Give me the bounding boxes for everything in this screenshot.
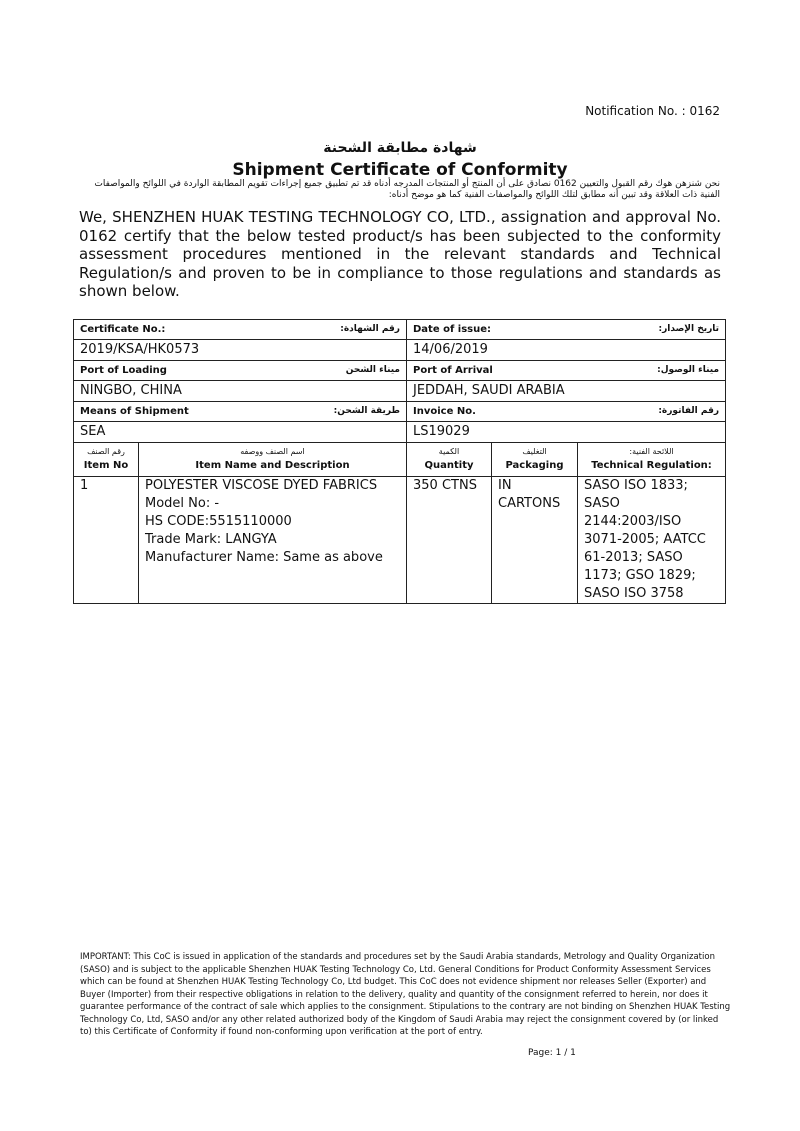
important-notice: IMPORTANT: This CoC is issued in application of the standards and procedures set by the Saudi Arabia standards, Metrology and Quality Organization (SASO) and is subject to the applicable Shenzhen HUAK Testing Technology Co, Ltd. General Conditions for Product Conformity Assessment Services which can be found at Shenzhen HUAK Testing Technology Co, Ltd budget. This CoC does not evidence shipment nor releases Seller (Exporter) and Buyer (Importer) from their respective obligations in relation to the delivery, quality and quantity of the consignment referred to herein, nor does it guarantee performance of the contract of sale which applies to the consignment. Stipulations to the contrary are not binding on Shenzhen HUAK Testing Technology Co, Ltd, SASO and/or any other related authorized body of the Kingdom of Saudi Arabia may reject the consignment covered by (or linked to) this Certificate of Conformity if found non-conforming upon verification at the port of entry. [80,952,731,1037]
column-header-item-no [74,443,139,477]
certificate-table [73,319,726,604]
column-header-en: Item No [83,460,129,471]
means-of-shipment-value: SEA [80,424,106,439]
column-header-en: Item Name and Description [195,460,350,471]
date-of-issue-value: 14/06/2019 [413,342,488,357]
column-header-quantity [407,443,492,477]
port-of-loading-label: Port of Loading [80,365,167,376]
date-of-issue-label-cell [407,320,726,340]
certificate-no-value: 2019/KSA/HK0573 [80,342,200,357]
item-packaging: IN CARTONS [492,477,578,604]
item-model: Model No: - [145,496,220,511]
invoice-no-label-ar: رقم الفاتورة: [658,406,720,416]
intro-arabic: نحن شنزهن هوك رقم القبول والتعيين 0162 نصادق على أن المنتج أو المنتجات المدرجه أدناه قد تم تطبيق جميع إجراءات تقويم المطابقة الواردة في اللوائح والمواصفات الفنية ذات العلاقة وقد تبين أنه مطابق لتلك اللوائح والمواصفات الفنية كما هو موضح أدناه: [94,179,720,200]
column-header-ar: اللائحة الفنية: [629,447,674,456]
column-header-ar: الكمية [438,447,460,456]
page-number: Page: 1 / 1 [528,1048,576,1058]
column-header-technical-regulation [578,443,726,477]
port-of-loading-label-cell [74,361,407,381]
means-of-shipment-label: Means of Shipment [80,406,189,417]
column-header-item-name [139,443,407,477]
item-technical-regulation: SASO ISO 1833; SASO 2144:2003/ISO 3071-2005; AATCC 61-2013; SASO 1173; GSO 1829; SASO ISO 3758 [578,477,726,604]
label-row-1 [74,320,726,340]
item-no: 1 [74,477,139,604]
means-of-shipment-value-cell [74,422,407,443]
label-row-2 [74,361,726,381]
item-trade-mark: Trade Mark: LANGYA [145,532,277,547]
column-header-row [74,443,726,477]
port-of-arrival-label-ar: ميناء الوصول: [657,365,720,375]
page-title: Shipment Certificate of Conformity [232,160,568,180]
table-row [74,477,726,604]
item-manufacturer: Manufacturer Name: Same as above [145,550,383,565]
means-of-shipment-label-cell [74,402,407,422]
invoice-no-label-cell [407,402,726,422]
port-of-arrival-value: JEDDAH, SAUDI ARABIA [413,383,565,398]
column-header-ar: اسم الصنف ووصفه [240,447,305,456]
item-description [139,477,407,604]
certificate-no-label-ar: رقم الشهادة: [340,324,400,334]
port-of-arrival-value-cell [407,381,726,402]
value-row-1 [74,340,726,361]
column-header-ar: التغليف [522,447,547,456]
column-header-en: Technical Regulation: [591,460,712,471]
intro-english: We, SHENZHEN HUAK TESTING TECHNOLOGY CO, LTD., assignation and approval No. 0162 certify that the below tested product/s has been subjected to the conformity assessment procedures mentioned in the relevant standards and Technical Regulation/s and proven to be in compliance to those regulations and standards as shown below. [79,208,721,300]
item-hs-code: HS CODE:5515110000 [145,514,292,529]
title-arabic: شهادة مطابقة الشحنة [323,140,477,156]
certificate-no-label: Certificate No.: [80,324,166,335]
date-of-issue-label: Date of issue: [413,324,492,335]
date-of-issue-label-ar: تاريخ الإصدار: [658,324,720,334]
column-header-packaging [492,443,578,477]
port-of-arrival-label-cell [407,361,726,381]
port-of-loading-value-cell [74,381,407,402]
notification-number: Notification No. : 0162 [585,104,720,118]
invoice-no-label: Invoice No. [413,406,476,417]
item-name: POLYESTER VISCOSE DYED FABRICS [145,478,378,493]
value-row-2 [74,381,726,402]
column-header-en: Packaging [505,460,564,471]
port-of-arrival-label: Port of Arrival [413,365,493,376]
invoice-no-value-cell [407,422,726,443]
item-quantity: 350 CTNS [407,477,492,604]
certificate-no-value-cell [74,340,407,361]
column-header-en: Quantity [424,460,474,471]
port-of-loading-label-ar: ميناء الشحن [345,365,400,375]
invoice-no-value: LS19029 [413,424,470,439]
value-row-3 [74,422,726,443]
means-of-shipment-label-ar: طريقة الشحن: [333,406,400,416]
date-of-issue-value-cell [407,340,726,361]
column-header-ar: رقم الصنف [87,447,125,456]
certificate-no-label-cell [74,320,407,340]
port-of-loading-value: NINGBO, CHINA [80,383,182,398]
label-row-3 [74,402,726,422]
